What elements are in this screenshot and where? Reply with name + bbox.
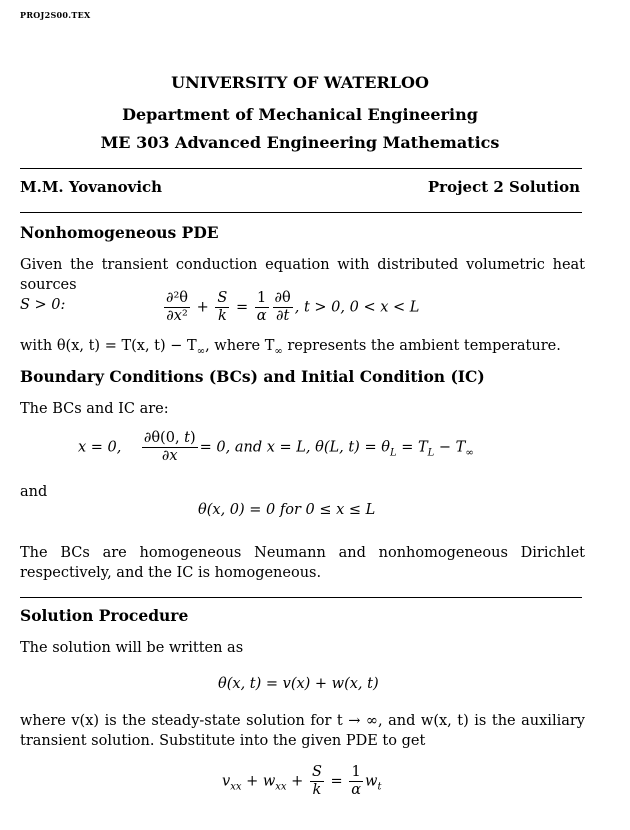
section-boundary-conditions: Boundary Conditions (BCs) and Initial Condition (IC) (20, 367, 485, 386)
section-rule (20, 597, 582, 598)
header-rule-bottom (20, 212, 582, 213)
s-over-k: $\frac{S}{k}$ (217, 290, 228, 324)
dtheta0-dx: $\frac{\partial\theta(0, t)}{\partial x}$ (143, 430, 196, 464)
dtheta-dt: $\frac{\partial\theta}{\partial t}$ (274, 290, 291, 324)
decomposition-equation: θ(x, t) = v(x) + w(x, t) (218, 676, 379, 692)
substituted-equation: $v_{xx} + w_{xx}$ + $\frac{S}{k}$ = $\frac{1}{\alpha}$ $w_t$ (222, 764, 382, 798)
paragraph-bcs-intro: The BCs and IC are: (20, 401, 169, 417)
university-title: UNIVERSITY OF WATERLOO (171, 73, 429, 92)
ic-equation: θ(x, 0) = 0 for 0 ≤ x ≤ L (198, 502, 376, 518)
given-text: Given the transient conduction equation with distributed volumetric heat sources (20, 257, 585, 293)
paragraph-theta-def: with θ(x, t) = T(x, $t) - T_\infty$, where $T_\infty$ represents the ambient temperature. (20, 338, 561, 357)
paragraph-solution-intro: The solution will be written as (20, 640, 244, 656)
section-solution-procedure: Solution Procedure (20, 606, 189, 625)
s-over-k-2: $\frac{S}{k}$ (311, 764, 322, 798)
section-nonhomogeneous-pde: Nonhomogeneous PDE (20, 223, 219, 242)
author: M.M. Yovanovich (20, 178, 163, 196)
pde-equation: $\frac{\text{∂²θ}}{\text{∂x²}}$ + $\frac{S}{k}$ = $\frac{1}{\alpha}$ $\frac{\partial\theta}{\partial t}$ , t > 0, 0 < x < L (166, 290, 420, 324)
one-over-alpha: $\frac{1}{\alpha}$ (256, 290, 267, 324)
source-condition: S > 0: (20, 297, 66, 313)
paragraph-bcs-types: The BCs are homogeneous Neumann and nonhomogeneous Dirichlet respectively, and the IC is homogeneous. (20, 545, 585, 581)
d2theta-dx2: $\frac{\text{∂²θ}}{\text{∂x²}}$ (166, 290, 189, 324)
and-text: and (20, 484, 48, 500)
header-rule-top (20, 168, 582, 169)
department-title: Department of Mechanical Engineering (122, 105, 478, 124)
one-over-alpha-2: $\frac{1}{\alpha}$ (351, 764, 362, 798)
project-title: Project 2 Solution (427, 178, 580, 196)
paragraph-substitute: where v(x) is the steady-state solution for t → ∞, and w(x, t) is the auxiliary transient solution. Substitute into the given PDE to get (20, 713, 585, 749)
file-id: PROJ2S00.TEX (20, 10, 91, 20)
course-title: ME 303 Advanced Engineering Mathematics (100, 133, 500, 152)
bc-equation: x = 0, $\frac{\partial\theta(0, t)}{\partial x}$ = 0, and x = L, θ(L, $t) = \theta_L = T_L - T_\infty$ (78, 430, 474, 464)
